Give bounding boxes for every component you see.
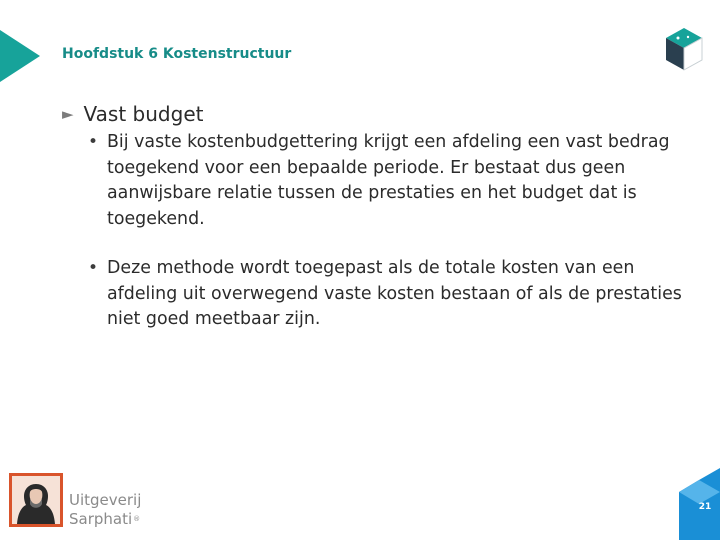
section-heading-text: Vast budget xyxy=(83,102,204,126)
section-heading xyxy=(62,101,692,127)
chapter-title: Hoofdstuk 6 Kostenstructuur xyxy=(62,46,292,62)
corner-accent-triangle xyxy=(0,30,40,82)
registered-mark: ® xyxy=(133,515,141,523)
publisher-name xyxy=(69,491,141,529)
bullet-item-1 xyxy=(88,130,692,232)
publisher-line-1: Uitgeverij xyxy=(69,491,142,509)
bullet-text-1: Bij vaste kostenbudgettering krijgt een afdeling een vast bedrag toegekend voor een bepaalde periode. Er bestaat dus geen aanwijsbare relatie tussen de prestaties en het budget dat is toegekend. xyxy=(107,132,670,229)
cube-logo-icon xyxy=(664,26,704,78)
publisher-line-2: Sarphati xyxy=(69,510,133,528)
bullet-dot-icon: • xyxy=(88,132,99,152)
bullet-text-2: Deze methode wordt toegepast als de totale kosten van een afdeling uit overwegend vaste kosten bestaan of als de prestaties niet goed meetbaar zijn. xyxy=(107,258,682,329)
content-section xyxy=(62,101,692,333)
bullet-item-2 xyxy=(88,256,692,333)
triangle-right-icon: ► xyxy=(62,105,74,123)
page-number: 21 xyxy=(698,502,712,512)
publisher-line-2-row xyxy=(69,510,141,529)
portrait-logo-icon xyxy=(9,473,63,527)
bullet-dot-icon: • xyxy=(88,258,99,278)
